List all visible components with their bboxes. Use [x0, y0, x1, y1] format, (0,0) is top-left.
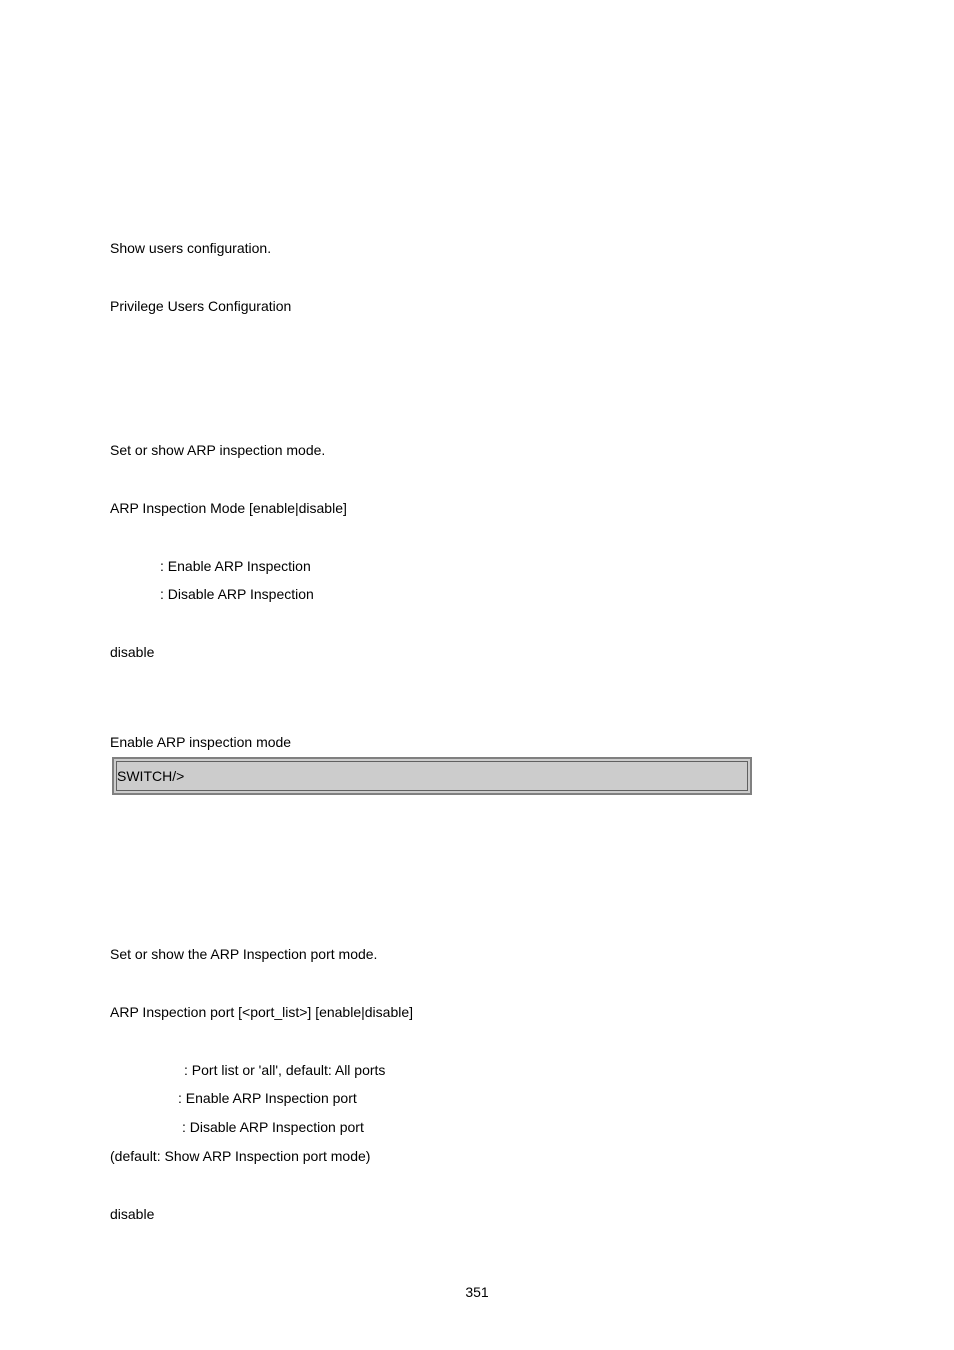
page-number: 351: [465, 1284, 489, 1300]
arp-mode-syntax: ARP Inspection Mode [enable|disable]: [110, 500, 347, 516]
arp-port-syntax: ARP Inspection port [<port_list>] [enable|disable]: [110, 1004, 414, 1020]
arp-port-param-enable: : Enable ARP Inspection port: [178, 1090, 357, 1106]
arp-port-param-port-list: : Port list or 'all', default: All ports: [184, 1062, 386, 1078]
users-config-syntax: Privilege Users Configuration: [110, 298, 292, 314]
arp-mode-default: disable: [110, 644, 155, 660]
example-command-box: [112, 757, 752, 795]
arp-port-param-disable: : Disable ARP Inspection port: [182, 1119, 364, 1135]
arp-mode-param-enable: : Enable ARP Inspection: [160, 558, 311, 574]
example-command-box-inner-border: [116, 761, 748, 791]
example-command-text: SWITCH/>: [117, 768, 185, 784]
users-config-description: Show users configuration.: [110, 240, 272, 256]
arp-mode-description: Set or show ARP inspection mode.: [110, 442, 326, 458]
arp-mode-param-disable: : Disable ARP Inspection: [160, 586, 314, 602]
arp-mode-example-caption: Enable ARP inspection mode: [110, 734, 292, 750]
arp-port-default: disable: [110, 1206, 155, 1222]
arp-port-params-note: (default: Show ARP Inspection port mode): [110, 1148, 371, 1164]
arp-port-description: Set or show the ARP Inspection port mode.: [110, 946, 378, 962]
